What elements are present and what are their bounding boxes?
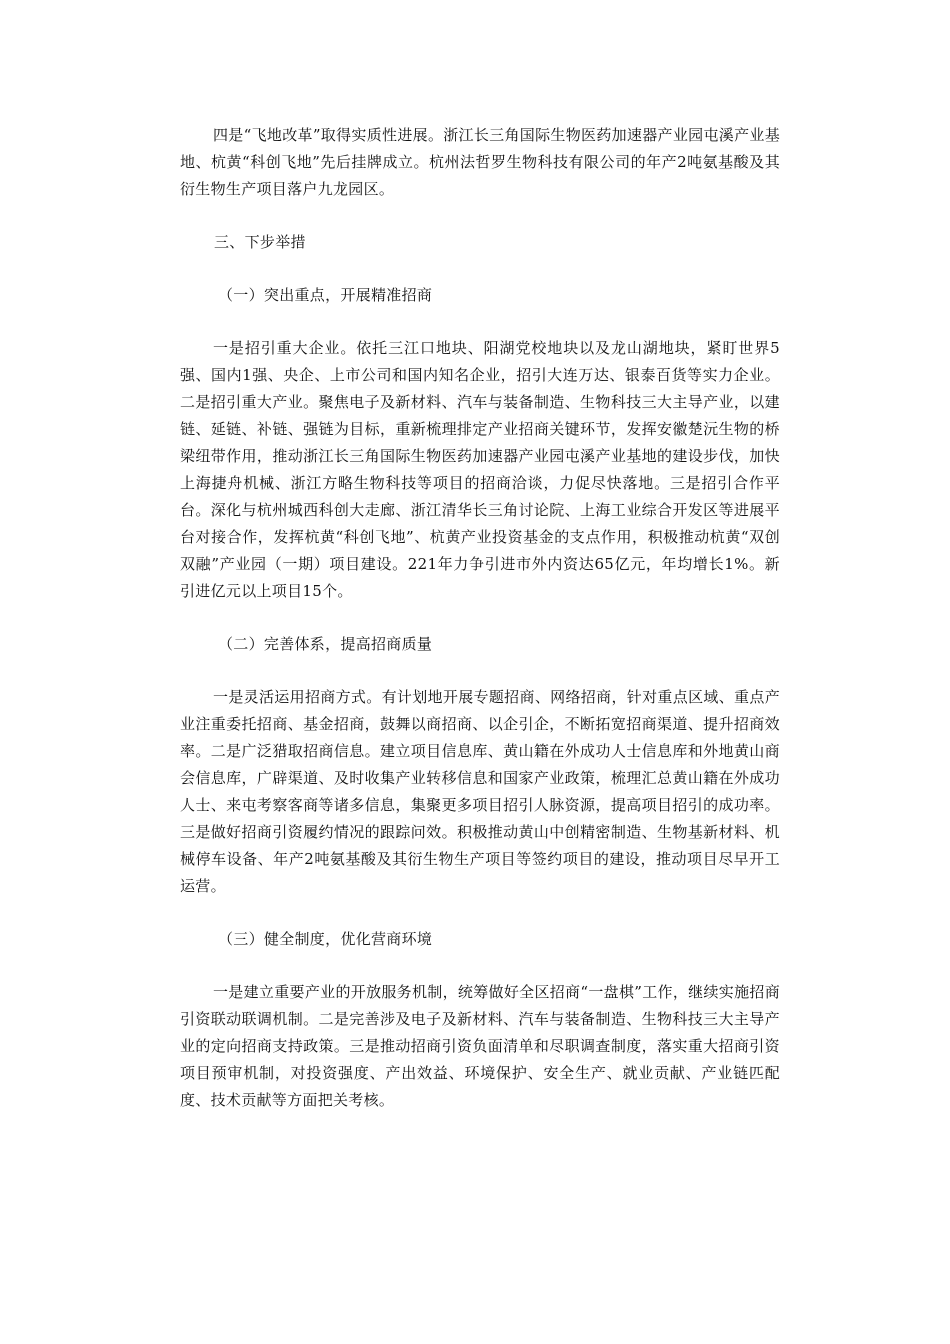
subsection-body-2: 一是灵活运用招商方式。有计划地开展专题招商、网络招商，针对重点区域、重点产业注重委托招商、基金招商，鼓舞以商招商、以企引企，不断拓宽招商渠道、提升招商效率。二是广泛猎取招商信息。建立项目信息库、黄山籍在外成功人士信息库和外地黄山商会信息库，广辟渠道、及时收集产业转移信息和国家产业政策，梳理汇总黄山籍在外成功人士、来屯考察客商等诸多信息，集聚更多项目招引人脉资源，提高项目招引的成功率。三是做好招商引资履约情况的跟踪问效。积极推动黄山中创精密制造、生物基新材料、机械停车设备、年产2吨氨基酸及其衍生物生产项目等签约项目的建设，推动项目尽早开工运营。 xyxy=(180,688,780,895)
subsection-body-3: 一是建立重要产业的开放服务机制，统筹做好全区招商“一盘棋”工作，继续实施招商引资联动联调机制。二是完善涉及电子及新材料、汽车与装备制造、生物科技三大主导产业的定向招商支持政策。三是推动招商引资负面清单和尽职调查制度，落实重大招商引资项目预审机制，对投资强度、产出效益、环境保护、安全生产、就业贡献、产业链匹配度、技术贡献等方面把关考核。 xyxy=(180,983,780,1109)
paragraph-feidi-reform: 四是“飞地改革”取得实质性进展。浙江长三角国际生物医药加速器产业园屯溪产业基地、杭黄“科创飞地”先后挂牌成立。杭州法哲罗生物科技有限公司的年产2吨氨基酸及其衍生物生产项目落户九龙园区。 xyxy=(180,126,780,198)
section-heading-next-steps: 三、下步举措 xyxy=(214,233,306,251)
subsection-body-1: 一是招引重大企业。依托三江口地块、阳湖党校地块以及龙山湖地块，紧盯世界5强、国内1强、央企、上市公司和国内知名企业，招引大连万达、银泰百货等实力企业。二是招引重大产业。聚焦电子及新材料、汽车与装备制造、生物科技三大主导产业，以建链、延链、补链、强链为目标，重新梳理排定产业招商关键环节，发挥安徽楚沅生物的桥梁纽带作用，推动浙江长三角国际生物医药加速器产业园屯溪产业基地的建设步伐，加快上海捷舟机械、浙江方略生物科技等项目的招商洽谈，力促尽快落地。三是招引合作平台。深化与杭州城西科创大走廊、浙江清华长三角讨论院、上海工业综合开发区等进展平台对接合作，发挥杭黄“科创飞地”、杭黄产业投资基金的支点作用，积极推动杭黄“双创双融”产业园（一期）项目建设。221年力争引进市外内资达65亿元，年均增长1%。新引进亿元以上项目15个。 xyxy=(180,339,780,600)
subsection-title-3: （三）健全制度，优化营商环境 xyxy=(218,930,433,948)
document-page xyxy=(180,122,780,1114)
subsection-title-2: （二）完善体系，提高招商质量 xyxy=(218,635,433,653)
subsection-title-1: （一）突出重点，开展精准招商 xyxy=(218,286,433,304)
